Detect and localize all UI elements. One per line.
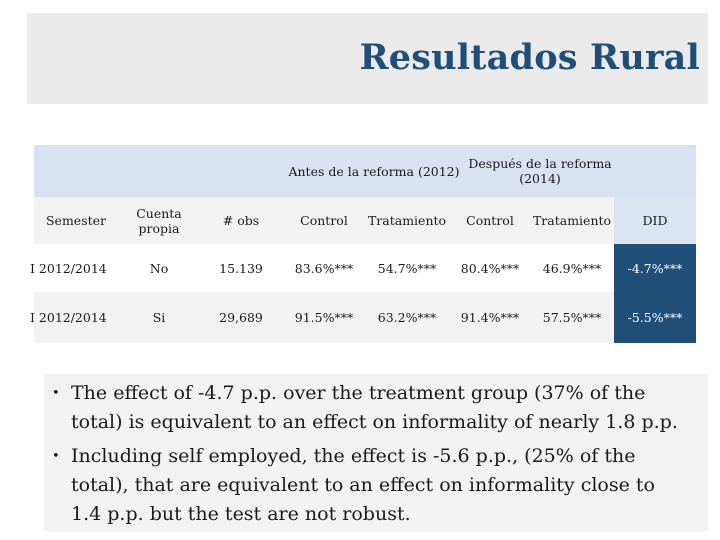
group-after-line2: (2014) bbox=[519, 171, 561, 186]
col-cuenta-line2: propia bbox=[138, 220, 180, 236]
col-treatment-after: Tratamiento bbox=[532, 213, 612, 228]
slide-title: Resultados Rural bbox=[359, 37, 700, 78]
row2-semester: I 2012/2014 bbox=[30, 310, 107, 325]
title-band bbox=[27, 13, 708, 104]
row1-treatment-after: 46.9%*** bbox=[542, 260, 602, 276]
row2-control-after: 91.4%*** bbox=[460, 310, 520, 325]
bullet-1-line2: total) is equivalent to an effect on informality of nearly 1.8 p.p. bbox=[71, 411, 678, 433]
col-treatment-before: Tratamiento bbox=[367, 213, 447, 228]
results-table bbox=[30, 145, 696, 343]
col-control-after: Control bbox=[466, 213, 514, 228]
bullet-2-line3: 1.4 p.p. but the test are not robust. bbox=[71, 503, 411, 525]
row1-control-after: 80.4%*** bbox=[460, 260, 520, 276]
col-cuenta-line1: Cuenta bbox=[136, 205, 182, 221]
bullet-item-2 bbox=[52, 442, 696, 529]
col-obs: # obs bbox=[222, 213, 260, 228]
row2-treatment-after: 57.5%*** bbox=[542, 310, 602, 325]
row2-treatment-before: 63.2%*** bbox=[377, 310, 437, 325]
bullet-list bbox=[44, 374, 708, 531]
table-group-header bbox=[34, 145, 696, 197]
group-after-line1: Después de la reforma bbox=[468, 156, 612, 171]
row1-cuenta: No bbox=[149, 260, 169, 276]
col-cuenta-propia bbox=[118, 197, 200, 244]
bullet-2-line2: total), that are equivalent to an effect on informality close to bbox=[71, 474, 655, 496]
row2-cuenta: Si bbox=[152, 310, 166, 325]
row1-treatment-before: 54.7%*** bbox=[377, 260, 437, 276]
bullet-dot-icon: • bbox=[52, 386, 60, 401]
bullet-2-line1: Including self employed, the effect is -5.6 p.p., (25% of the bbox=[71, 445, 636, 467]
row1-obs: 15.139 bbox=[219, 260, 263, 276]
group-before-label: Antes de la reforma (2012) bbox=[288, 163, 460, 179]
bullet-item-1 bbox=[52, 379, 696, 437]
group-after-label bbox=[454, 147, 626, 195]
col-did: DID bbox=[614, 197, 696, 244]
row2-obs: 29,689 bbox=[219, 310, 263, 325]
row1-semester: I 2012/2014 bbox=[30, 260, 107, 276]
row1-control-before: 83.6%*** bbox=[294, 260, 354, 276]
bullet-dot-icon: • bbox=[52, 449, 60, 464]
col-semester: Semester bbox=[45, 213, 107, 228]
row2-control-before: 91.5%*** bbox=[294, 310, 354, 325]
bullet-1-line1: The effect of -4.7 p.p. over the treatment group (37% of the bbox=[71, 382, 646, 404]
row2-did: -5.5%*** bbox=[614, 292, 696, 343]
table-column-header bbox=[34, 197, 696, 244]
table-row bbox=[30, 292, 696, 343]
table-row bbox=[30, 244, 696, 292]
row1-did: -4.7%*** bbox=[614, 244, 696, 292]
col-control-before: Control bbox=[300, 213, 348, 228]
